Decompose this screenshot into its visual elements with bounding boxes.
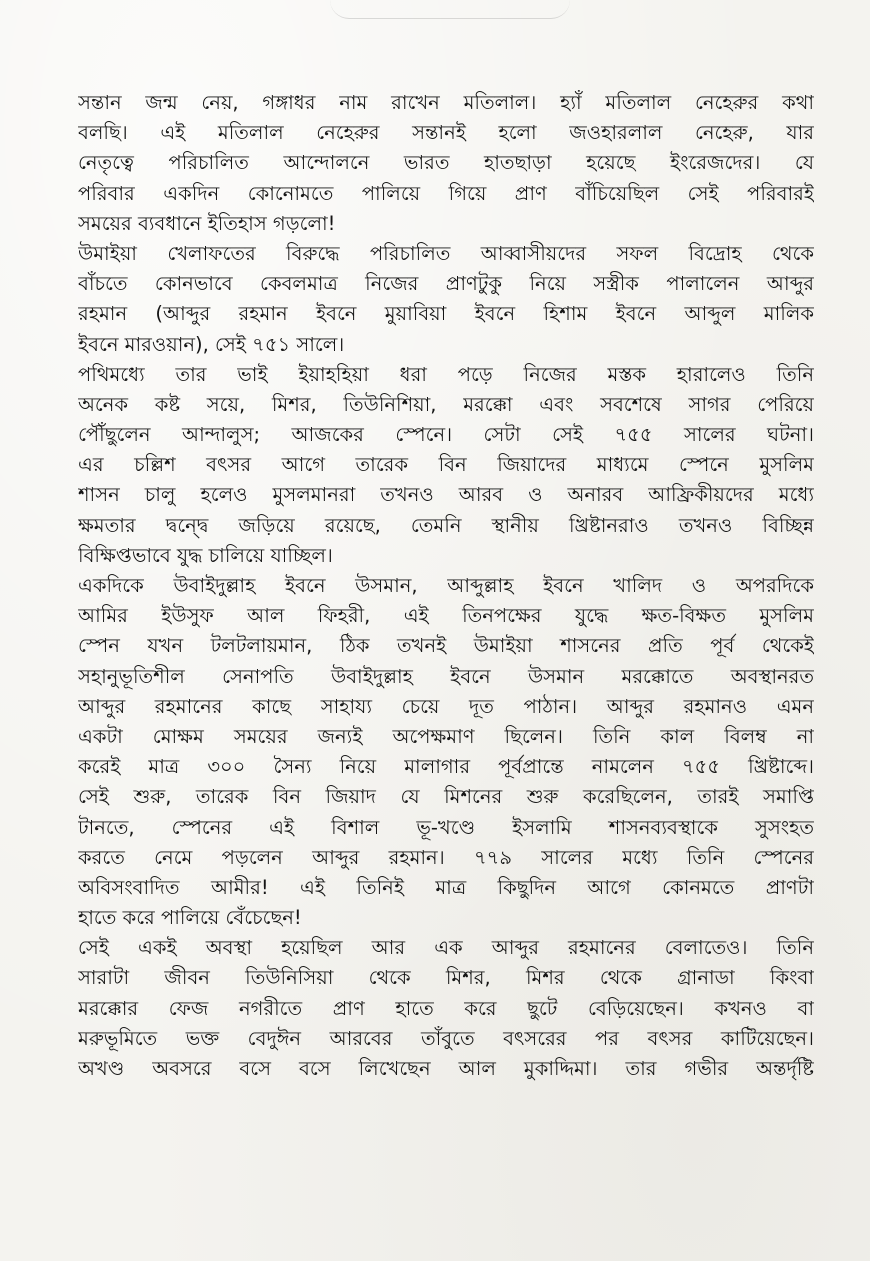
text-line: বাঁচতে কোনভাবে কেবলমাত্র নিজের প্রাণটুকু নিয়ে সস্ত্রীক পালালেন আব্দুর <box>78 272 814 296</box>
text-line: বলছি। এই মতিলাল নেহেরুর সন্তানই হলো জওহারলাল নেহেরু, যার <box>78 121 814 145</box>
text-line: সময়ের ব্যবধানে ইতিহাস গড়লো! <box>78 211 336 235</box>
text-line: আমির ইউসুফ আল ফিহরী, এই তিনপক্ষের যুদ্ধে ক্ষত-বিক্ষত মুসলিম <box>78 604 814 628</box>
text-line: ক্ষমতার দ্বন্দ্বে জড়িয়ে রয়েছে, তেমনি স্থানীয় খ্রিষ্টানরাও তখনও বিচ্ছিন্ন <box>78 513 814 537</box>
text-line: করেই মাত্র ৩০০ সৈন্য নিয়ে মালাগার পূর্বপ্রান্তে নামলেন ৭৫৫ খ্রিষ্টাব্দে। <box>78 755 814 779</box>
text-line: পথিমধ্যে তার ভাই ইয়াহহিয়া ধরা পড়ে নিজের মস্তক হারালেও তিনি <box>78 362 814 386</box>
text-line: আব্দুর রহমানের কাছে সাহায্য চেয়ে দূত পাঠান। আব্দুর রহমানও এমন <box>78 694 814 718</box>
text-line: টানতে, স্পেনের এই বিশাল ভূ-খণ্ডে ইসলামি শাসনব্যবস্থাকে সুসংহত <box>78 815 814 839</box>
text-line: ইবনে মারওয়ান), সেই ৭৫১ সালে। <box>78 332 345 356</box>
text-line: অখণ্ড অবসরে বসে বসে লিখেছেন আল মুকাদ্দিমা। তার গভীর অন্তর্দৃষ্টি <box>78 1057 814 1080</box>
text-line: একটা মোক্ষম সময়ের জন্যই অপেক্ষমাণ ছিলেন। তিনি কাল বিলম্ব না <box>78 724 814 748</box>
text-line: সন্তান জন্ম নেয়, গঙ্গাধর নাম রাখেন মতিলাল। হ্যাঁ মতিলাল নেহেরুর কথা <box>78 91 814 114</box>
text-line: একদিকে উবাইদুল্লাহ ইবনে উসমান, আব্দুল্লাহ ইবনে খালিদ ও অপরদিকে <box>78 574 814 597</box>
text-line: সেই শুরু, তারেক বিন জিয়াদ যে মিশনের শুরু করেছিলেন, তারই সমাপ্তি <box>78 785 814 809</box>
text-line: নেতৃত্বে পরিচালিত আন্দোলনে ভারত হাতছাড়া হয়েছে ইংরেজদের। যে <box>78 151 814 175</box>
text-line: রহমান (আব্দুর রহমান ইবনে মুয়াবিয়া ইবনে হিশাম ইবনে আব্দুল মালিক <box>78 302 814 326</box>
text-line: বিক্ষিপ্তভাবে যুদ্ধ চালিয়ে যাচ্ছিল। <box>78 543 333 567</box>
body-text <box>78 88 814 1084</box>
text-line: অবিসংবাদিত আমীর! এই তিনিই মাত্র কিছুদিন আগে কোনমতে প্রাণটা <box>78 875 814 899</box>
text-line: উমাইয়া খেলাফতের বিরুদ্ধে পরিচালিত আব্বাসীয়দের সফল বিদ্রোহ থেকে <box>78 241 814 265</box>
text-line: এর চল্লিশ বৎসর আগে তারেক বিন জিয়াদের মাধ্যমে স্পেনে মুসলিম <box>78 453 814 477</box>
text-line: স্পেন যখন টলটলায়মান, ঠিক তখনই উমাইয়া শাসনের প্রতি পূর্ব থেকেই <box>78 634 814 658</box>
text-line: হাতে করে পালিয়ে বেঁচেছেন! <box>78 906 302 930</box>
text-line: শাসন চালু হলেও মুসলমানরা তখনও আরব ও অনারব আফ্রিকীয়দের মধ্যে <box>78 483 814 507</box>
text-line: সহানুভূতিশীল সেনাপতি উবাইদুল্লাহ ইবনে উসমান মরক্কোতে অবস্থানরত <box>78 664 814 688</box>
text-line: পরিবার একদিন কোনোমতে পালিয়ে গিয়ে প্রাণ বাঁচিয়েছিল সেই পরিবারই <box>78 181 814 205</box>
text-line: করতে নেমে পড়লেন আব্দুর রহমান। ৭৭৯ সালের মধ্যে তিনি স্পেনের <box>78 845 814 869</box>
text-line: সারাটা জীবন তিউনিসিয়া থেকে মিশর, মিশর থেকে গ্রানাডা কিংবা <box>78 966 814 990</box>
text-line: অনেক কষ্ট সয়ে, মিশর, তিউনিশিয়া, মরক্কো এবং সবশেষে সাগর পেরিয়ে <box>78 392 814 416</box>
text-line: সেই একই অবস্থা হয়েছিল আর এক আব্দুর রহমানের বেলাতেও। তিনি <box>78 936 814 960</box>
page-edge-mark <box>330 0 570 19</box>
text-line: মরক্কোর ফেজ নগরীতে প্রাণ হাতে করে ছুটে বেড়িয়েছেন। কখনও বা <box>78 996 814 1020</box>
text-line: মরুভূমিতে ভক্ত বেদুঈন আরবের তাঁবুতে বৎসরের পর বৎসর কাটিয়েছেন। <box>78 1026 814 1050</box>
text-line: পৌঁছুলেন আন্দালুস; আজকের স্পেনে। সেটা সেই ৭৫৫ সালের ঘটনা। <box>78 423 814 447</box>
